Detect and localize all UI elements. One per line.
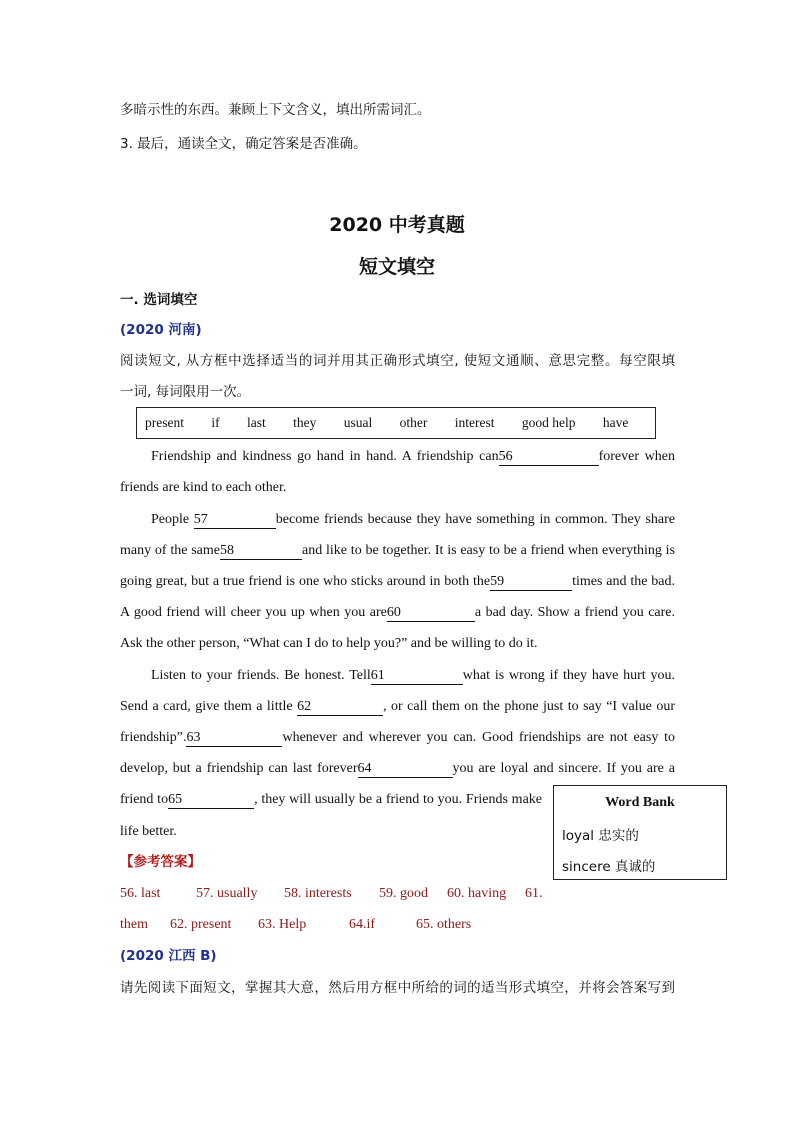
passage-text: , they will usually be a friend to you. Friends make	[254, 792, 542, 807]
passage-text: Listen to your friends. Be honest. Tell	[151, 668, 371, 683]
passage-text: times and the bad.	[572, 574, 675, 589]
passage-line	[120, 759, 675, 779]
word-item: present	[145, 415, 184, 430]
answer-item: 62. present	[170, 917, 232, 932]
blank-56[interactable]: 56	[499, 448, 599, 466]
passage-line	[120, 572, 675, 592]
passage-text: whenever and wherever you can. Good friendships are not easy to	[282, 730, 675, 745]
passage-text: friend to	[120, 792, 169, 807]
intro-line-2: 3. 最后，通读全文，确定答案是否准确。	[120, 136, 367, 152]
blank-58[interactable]: 58	[220, 542, 302, 560]
answer-item: 57. usually	[196, 886, 258, 901]
passage-text: forever when	[598, 449, 675, 464]
passage-text: , or call them on the phone just to say “I value our	[383, 699, 675, 714]
passage-text: become friends because they have something in common. They share	[275, 512, 675, 527]
blank-65[interactable]: 65	[168, 791, 254, 809]
passage-line	[120, 541, 675, 561]
page-title: 2020 中考真题	[329, 214, 465, 236]
blank-57[interactable]: 57	[194, 511, 276, 529]
page-subtitle: 短文填空	[358, 256, 435, 278]
passage-text: develop, but a friendship can last forever	[120, 761, 358, 776]
passage-text: friendship”.	[120, 730, 187, 745]
instruction-line-1: 阅读短文, 从方框中选择适当的词并用其正确形式填空, 使短文通顺、意思完整。每空限填	[120, 353, 675, 369]
passage-line	[120, 697, 675, 717]
passage-line	[120, 603, 675, 623]
passage-line	[151, 510, 675, 530]
word-item: other	[399, 415, 428, 430]
blank-62[interactable]: 62	[297, 698, 383, 716]
section-heading: 一. 选词填空	[120, 292, 198, 308]
answer-item: 63. Help	[258, 917, 307, 932]
passage-text: many of the same	[120, 543, 221, 558]
word-item: good help	[521, 415, 576, 430]
answer-item: 58. interests	[284, 886, 352, 901]
answer-item: 65. others	[416, 917, 472, 932]
blank-59[interactable]: 59	[490, 573, 572, 591]
word-item: have	[602, 415, 629, 430]
word-item: last	[246, 415, 266, 430]
passage-line	[151, 666, 675, 686]
passage-text: a bad day. Show a friend you care.	[474, 605, 676, 620]
instruction-line-2: 一词, 每词限用一次。	[120, 384, 251, 400]
question-source: (2020 河南)	[120, 322, 202, 338]
question-source: (2020 江西 B)	[120, 948, 217, 964]
word-bank-item: loyal 忠实的	[562, 828, 639, 844]
blank-60[interactable]: 60	[387, 604, 475, 622]
passage-line: Ask the other person, “What can I do to help you?” and be willing to do it.	[120, 636, 538, 651]
passage-text: Friendship and kindness go hand in hand. A friendship can	[151, 449, 499, 464]
word-bank-item: sincere 真诚的	[562, 859, 656, 875]
answer-item: 61.	[525, 886, 543, 901]
word-item: usual	[343, 415, 373, 430]
word-bank-title: Word Bank	[605, 795, 675, 810]
answer-item: 59. good	[379, 886, 428, 901]
answer-label: 【参考答案】	[120, 854, 201, 870]
passage-text: People	[151, 512, 194, 527]
blank-64[interactable]: 64	[358, 760, 453, 778]
answer-item: 60. having	[447, 886, 507, 901]
answer-item: 64.if	[349, 917, 376, 932]
word-list	[145, 415, 652, 431]
word-item: interest	[454, 415, 495, 430]
word-item: they	[293, 415, 317, 430]
passage-line	[120, 790, 542, 810]
passage-line: life better.	[120, 824, 177, 839]
instruction-line-1: 请先阅读下面短文，掌握其大意，然后用方框中所给的词的适当形式填空，并将会答案写到	[120, 980, 675, 996]
passage-line	[151, 447, 675, 467]
passage-text: A good friend will cheer you up when you are	[120, 605, 387, 620]
passage-line	[120, 728, 675, 748]
intro-line-1: 多暗示性的东西。兼顾上下文含义，填出所需词汇。	[120, 102, 431, 118]
word-item: if	[211, 415, 220, 430]
passage-text: Send a card, give them a little	[120, 699, 298, 714]
answer-item: them	[120, 917, 148, 932]
passage-text: and like to be together. It is easy to be a friend when everything is	[302, 543, 676, 558]
blank-61[interactable]: 61	[371, 667, 463, 685]
passage-text: going great, but a true friend is one who sticks around in both the	[120, 574, 491, 589]
word-box	[136, 407, 656, 439]
passage-text: what is wrong if they have hurt you.	[462, 668, 675, 683]
passage-text: you are loyal and sincere. If you are a	[452, 761, 675, 776]
passage-line: friends are kind to each other.	[120, 480, 287, 495]
blank-63[interactable]: 63	[186, 729, 282, 747]
answer-item: 56. last	[120, 886, 161, 901]
